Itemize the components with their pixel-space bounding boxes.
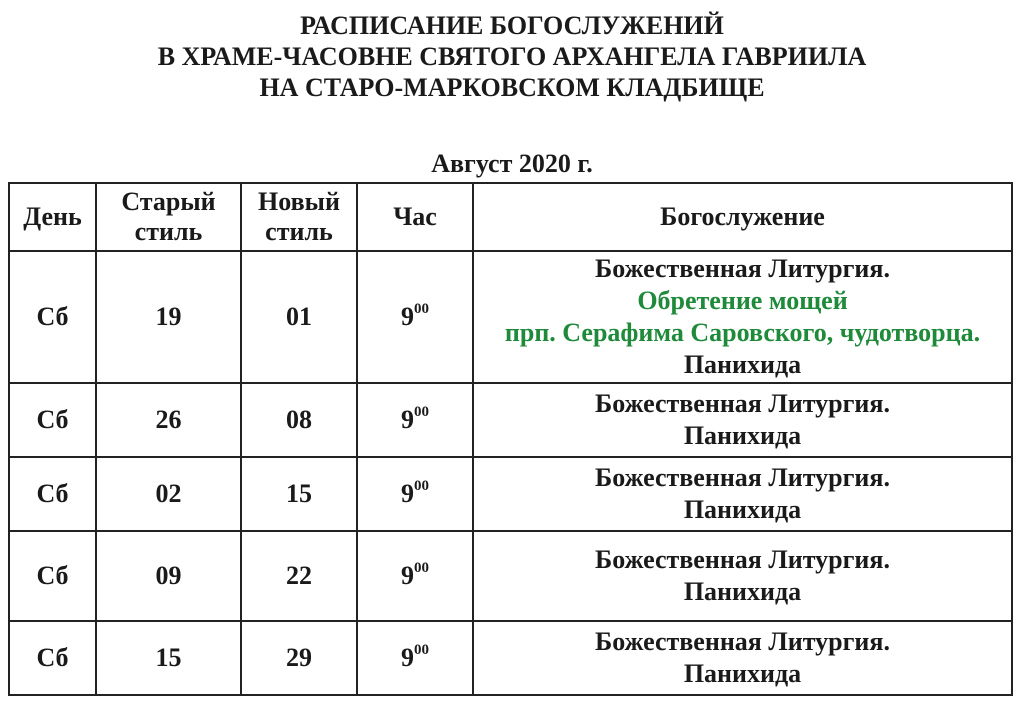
cell-old-style: 15 xyxy=(96,621,241,695)
cell-day: Сб xyxy=(9,457,96,531)
column-header-hour: Час xyxy=(357,183,473,251)
cell-new-style: 29 xyxy=(241,621,357,695)
new-style-line-1: Новый xyxy=(258,187,340,216)
cell-day: Сб xyxy=(9,621,96,695)
cell-hour xyxy=(357,251,473,383)
minutes-value: 00 xyxy=(414,642,429,658)
cell-new-style: 08 xyxy=(241,383,357,457)
service-liturgy: Божественная Литургия. xyxy=(595,545,890,574)
cell-service xyxy=(473,531,1012,621)
service-liturgy: Божественная Литургия. xyxy=(595,254,890,283)
service-panikhida: Панихида xyxy=(683,659,802,688)
cell-hour xyxy=(357,621,473,695)
service-panikhida: Панихида xyxy=(683,577,802,606)
new-style-line-2: стиль xyxy=(265,217,333,246)
service-liturgy: Божественная Литургия. xyxy=(595,463,890,492)
cell-day: Сб xyxy=(9,531,96,621)
column-header-day: День xyxy=(9,183,96,251)
page-title xyxy=(0,10,1024,103)
feast-line-1: Обретение мощей xyxy=(637,286,848,315)
feast-line-2: прп. Серафима Саровского, чудотворца. xyxy=(504,318,981,347)
table-row xyxy=(9,251,1012,383)
service-liturgy: Божественная Литургия. xyxy=(595,389,890,418)
month-heading: Август 2020 г. xyxy=(431,149,593,178)
service-liturgy: Божественная Литургия. xyxy=(595,627,890,656)
cell-new-style: 01 xyxy=(241,251,357,383)
table-row xyxy=(9,531,1012,621)
cell-hour xyxy=(357,531,473,621)
old-style-line-1: Старый xyxy=(121,187,216,216)
header-row xyxy=(9,183,1012,251)
hour-value: 9 xyxy=(401,479,414,508)
table-row xyxy=(9,621,1012,695)
hour-value: 9 xyxy=(401,405,414,434)
cell-hour xyxy=(357,457,473,531)
title-line-3: НА СТАРО-МАРКОВСКОМ КЛАДБИЩЕ xyxy=(259,73,765,102)
service-panikhida: Панихида xyxy=(683,421,802,450)
hour-value: 9 xyxy=(401,643,414,672)
column-header-new-style xyxy=(241,183,357,251)
table-row xyxy=(9,457,1012,531)
minutes-value: 00 xyxy=(414,478,429,494)
title-line-1: РАСПИСАНИЕ БОГОСЛУЖЕНИЙ xyxy=(300,11,724,40)
cell-hour xyxy=(357,383,473,457)
hour-value: 9 xyxy=(401,561,414,590)
cell-old-style: 26 xyxy=(96,383,241,457)
column-header-old-style xyxy=(96,183,241,251)
cell-service xyxy=(473,383,1012,457)
hour-value: 9 xyxy=(401,302,414,331)
title-line-2: В ХРАМЕ-ЧАСОВНЕ СВЯТОГО АРХАНГЕЛА ГАВРИИЛА xyxy=(157,42,867,71)
table-row xyxy=(9,383,1012,457)
minutes-value: 00 xyxy=(414,560,429,576)
old-style-line-2: стиль xyxy=(134,217,203,246)
cell-service xyxy=(473,621,1012,695)
cell-old-style: 19 xyxy=(96,251,241,383)
column-header-service: Богослужение xyxy=(473,183,1012,251)
minutes-value: 00 xyxy=(414,301,429,317)
cell-old-style: 09 xyxy=(96,531,241,621)
cell-new-style: 22 xyxy=(241,531,357,621)
cell-service xyxy=(473,251,1012,383)
service-panikhida: Панихида xyxy=(683,350,802,379)
minutes-value: 00 xyxy=(414,404,429,420)
cell-old-style: 02 xyxy=(96,457,241,531)
service-panikhida: Панихида xyxy=(683,495,802,524)
cell-new-style: 15 xyxy=(241,457,357,531)
cell-day: Сб xyxy=(9,383,96,457)
schedule-table xyxy=(8,182,1013,696)
cell-service xyxy=(473,457,1012,531)
cell-day: Сб xyxy=(9,251,96,383)
